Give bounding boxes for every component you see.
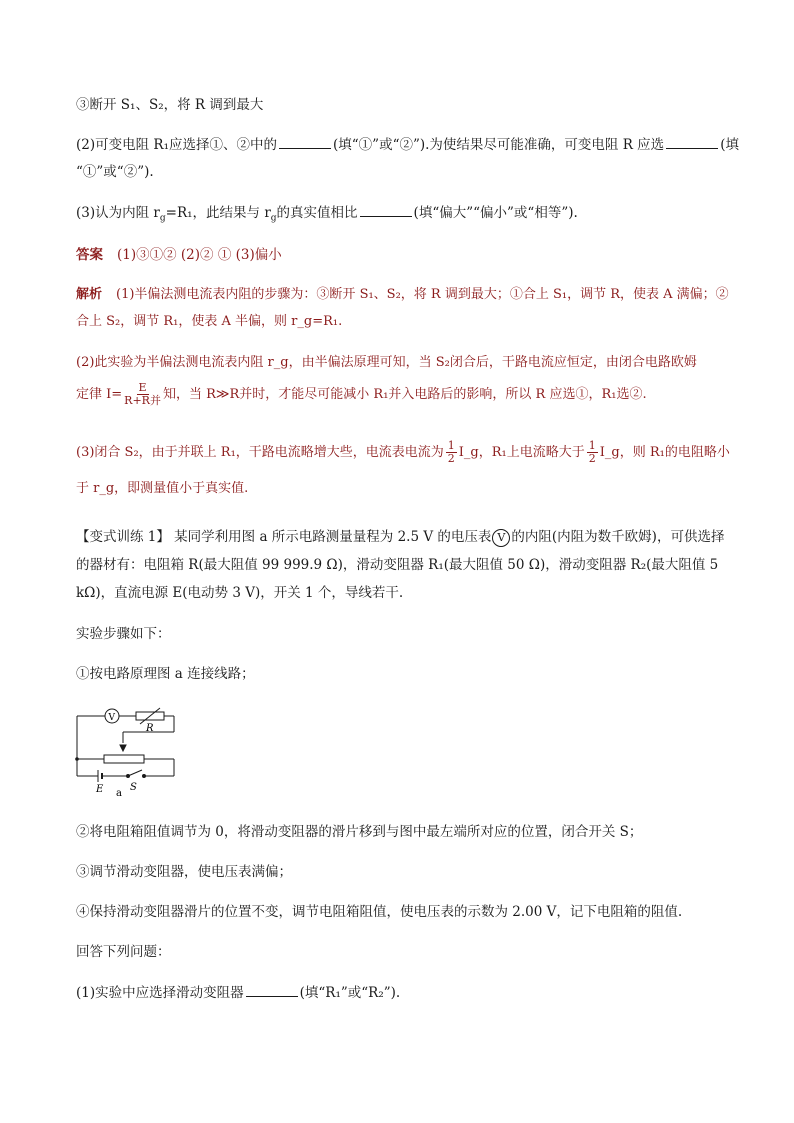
step-3b-text: ③调节滑动变阻器，使电压表满偏； (76, 864, 292, 880)
circuit-s-label: S (130, 782, 137, 793)
answer-blank (279, 135, 331, 149)
variant-line-3: kΩ)，直流电源 E(电动势 3 V)，开关 1 个，导线若干. (76, 585, 404, 601)
analysis-line-5: (3)闭合 S₂，由于并联上 R₁，干路电流略增大些，电流表电流为 $\frac{1}{2}$ I_g，R₁上电流略大于 $\frac{1}{2}$ I_g，则 R₁的电阻略小 (76, 439, 730, 465)
analysis-line-2: 合上 S₂，调节 R₁，使表 A 半偏，则 r_g=R₁. (76, 314, 343, 329)
analysis-line-3: (2)此实验为半偏法测电流表内阻 r_g，由半偏法原理可知，当 S₂闭合后，干路电流应恒定，由闭合电路欧姆 (76, 355, 697, 370)
circuit-v-label: V (108, 713, 115, 723)
answer-blank (666, 135, 718, 149)
circuit-caption: a (116, 788, 122, 796)
answer-line (76, 246, 282, 264)
analysis-tag: 解析 (76, 287, 103, 302)
questions-heading: 回答下列问题： (76, 944, 171, 960)
circuit-r-label: R (146, 723, 154, 734)
question-1-variant: (1)实验中应选择滑动变阻器 (填“R₁”或“R₂”). (76, 985, 401, 1001)
answer-text: (1)③①② (2)② ① (3)偏小 (117, 247, 282, 263)
fraction: $\frac{1}{2}$ (588, 439, 596, 465)
circuit-e-label: E (96, 784, 104, 795)
analysis-line-1: 解析 (1)半偏法测电流表内阻的步骤为：③断开 S₁、S₂，将 R 调到最大；①合上 S₁，调节 R，使表 A 满偏；② (76, 287, 729, 302)
fraction: $\frac{E}{\text{R+R并}}$ (124, 381, 161, 407)
question-2: (2)可变电阻 R₁应选择①、②中的 (填“①”或“②”).为使结果尽可能准确，可变电阻 R 应选 (填 (76, 137, 739, 153)
rheostat-icon (104, 755, 144, 763)
voltmeter-symbol: V (492, 529, 510, 547)
analysis-line-4: 定律 I= $\frac{E}{\text{R+R并}}$ 知，当 R≫R并时，才能尽可能减小 R₁并入电路后的影响，所以 R 应选①，R₁选②. (76, 381, 647, 407)
steps-heading: 实验步骤如下： (76, 626, 171, 642)
variant-line-1: 【变式训练 1】 某同学利用图 a 所示电路测量量程为 2.5 V 的电压表 V 的内阻(内阻为数千欧姆)，可供选择 (76, 529, 725, 545)
step-2-text: ②将电阻箱阻值调节为 0，将滑动变阻器的滑片移到与图中最左端所对应的位置，闭合开关 S； (76, 824, 643, 840)
question-3: (3)认为内阻 $r_g=R_1$，此结果与 $r_g$的真实值相比 (填“偏大”“偏小”或“相等”). (76, 205, 578, 224)
answer-blank (360, 203, 412, 217)
step-1-text: ①按电路原理图 a 连接线路； (76, 666, 255, 682)
question-2-cont: “①”或“②”). (76, 164, 154, 180)
answer-tag: 答案 (76, 247, 103, 263)
variant-line-2: 的器材有：电阻箱 R(最大阻值 99 999.9 Ω)，滑动变阻器 R₁(最大阻值 50 Ω)，滑动变阻器 R₂(最大阻值 5 (76, 557, 719, 573)
step-4-text: ④保持滑动变阻器滑片的位置不变，调节电阻箱阻值，使电压表的示数为 2.00 V，记下电阻箱的阻值. (76, 904, 683, 920)
step-3-text: ③断开 S₁、S₂，将 R 调到最大 (76, 97, 264, 113)
answer-blank (246, 983, 298, 997)
analysis-line-6: 于 r_g，即测量值小于真实值. (76, 481, 249, 496)
fraction: $\frac{1}{2}$ (447, 439, 455, 465)
circuit-diagram-a (70, 700, 190, 796)
